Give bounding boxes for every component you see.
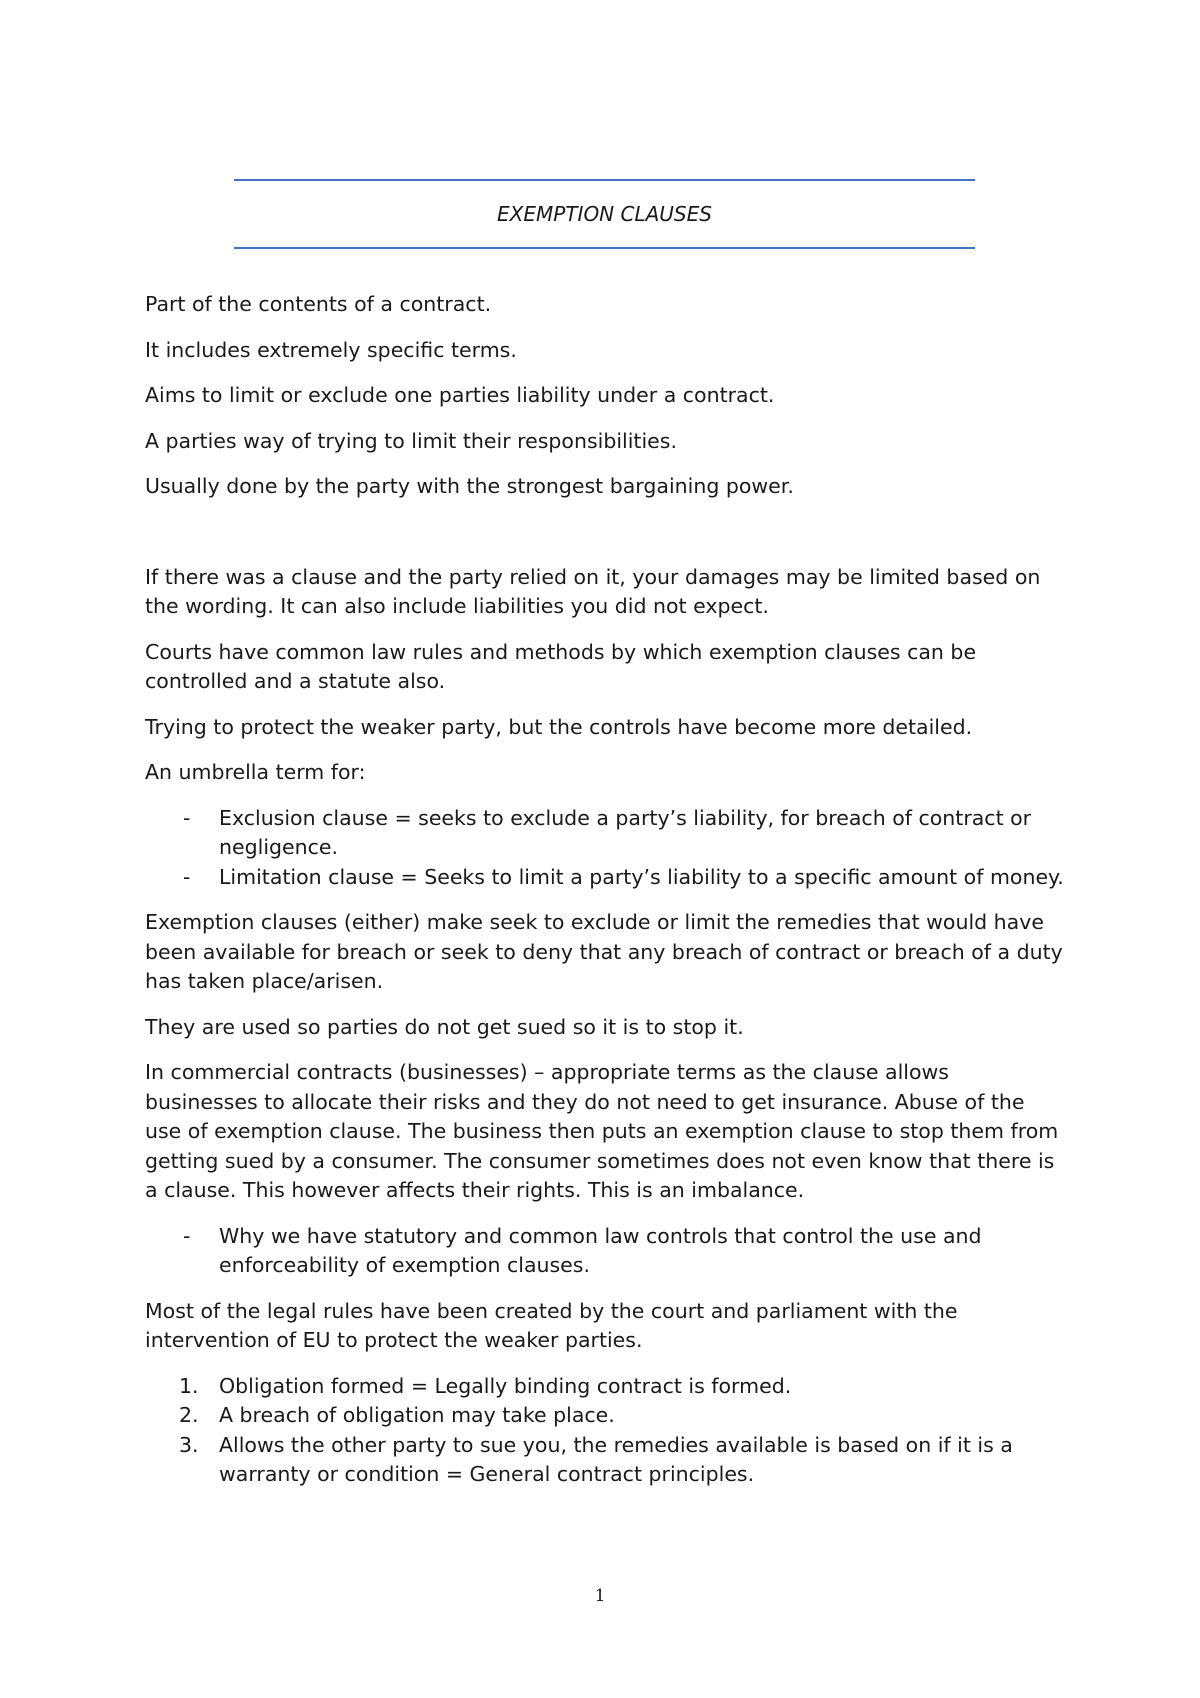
list-item-text: Limitation clause = Seeks to limit a party’s liability to a specific amount of money. <box>219 864 1064 889</box>
paragraph-used-so: They are used so parties do not get sued so it is to stop it. <box>145 1014 744 1039</box>
document-body <box>145 290 1065 1506</box>
title-bottom-rule <box>234 247 975 249</box>
document-title: EXEMPTION CLAUSES <box>497 202 712 226</box>
steps-list <box>145 1372 1065 1490</box>
list-item <box>145 1431 1065 1490</box>
paragraph-umbrella: An umbrella term for: <box>145 760 366 784</box>
list-item-text: Allows the other party to sue you, the remedies available is based on if it is a warranty or condition = General contract principles. <box>219 1432 1013 1486</box>
number-marker: 1. <box>179 1373 199 1398</box>
list-item-text: Why we have statutory and common law controls that control the use and enforceability of exemption clauses. <box>219 1223 982 1277</box>
intro-line: Part of the contents of a contract. <box>145 292 492 316</box>
intro-line: A parties way of trying to limit their responsibilities. <box>145 428 677 453</box>
list-item <box>145 804 1065 863</box>
dash-marker: - <box>183 805 191 830</box>
title-block <box>234 179 975 249</box>
number-marker: 3. <box>179 1432 199 1457</box>
dash-marker: - <box>183 1223 191 1248</box>
dash-marker: - <box>183 864 191 889</box>
paragraph-damages: If there was a clause and the party relied on it, your damages may be limited based on the wording. It can also include liabilities you did not expect. <box>145 564 1041 618</box>
paragraph-weaker-party: Trying to protect the weaker party, but the controls have become more detailed. <box>145 714 973 739</box>
intro-line: Aims to limit or exclude one parties liability under a contract. <box>145 383 775 407</box>
list-item-text: Exclusion clause = seeks to exclude a party’s liability, for breach of contract or negligence. <box>219 805 1032 859</box>
page-number: 1 <box>594 1586 606 1606</box>
paragraph-commercial: In commercial contracts (businesses) – appropriate terms as the clause allows businesses to allocate their risks and they do not need to get insurance. Abuse of the use of exemption clause. The business then puts an exemption clause to stop them from getting sued by a consumer. The consumer sometimes does not even know that there is a clause. This however affects their rights. This is an imbalance. <box>145 1060 1059 1202</box>
spacer <box>145 518 1065 563</box>
paragraph-legal-rules: Most of the legal rules have been created by the court and parliament with the intervention of EU to protect the weaker parties. <box>145 1298 958 1352</box>
list-item <box>145 863 1065 893</box>
list-item-text: Obligation formed = Legally binding contract is formed. <box>219 1373 792 1398</box>
list-item <box>145 1222 1065 1281</box>
list-item <box>145 1401 1065 1431</box>
list-item <box>145 1372 1065 1402</box>
paragraph-exemption-clauses: Exemption clauses (either) make seek to exclude or limit the remedies that would have been available for breach or seek to deny that any breach of contract or breach of a duty has taken place/arisen. <box>145 910 1063 993</box>
intro-line: Usually done by the party with the strongest bargaining power. <box>145 474 794 498</box>
why-list <box>145 1222 1065 1281</box>
list-item-text: A breach of obligation may take place. <box>219 1403 615 1427</box>
intro-line: It includes extremely specific terms. <box>145 337 517 362</box>
number-marker: 2. <box>179 1403 199 1427</box>
paragraph-courts: Courts have common law rules and methods by which exemption clauses can be controlled and a statute also. <box>145 639 977 693</box>
umbrella-list <box>145 804 1065 893</box>
